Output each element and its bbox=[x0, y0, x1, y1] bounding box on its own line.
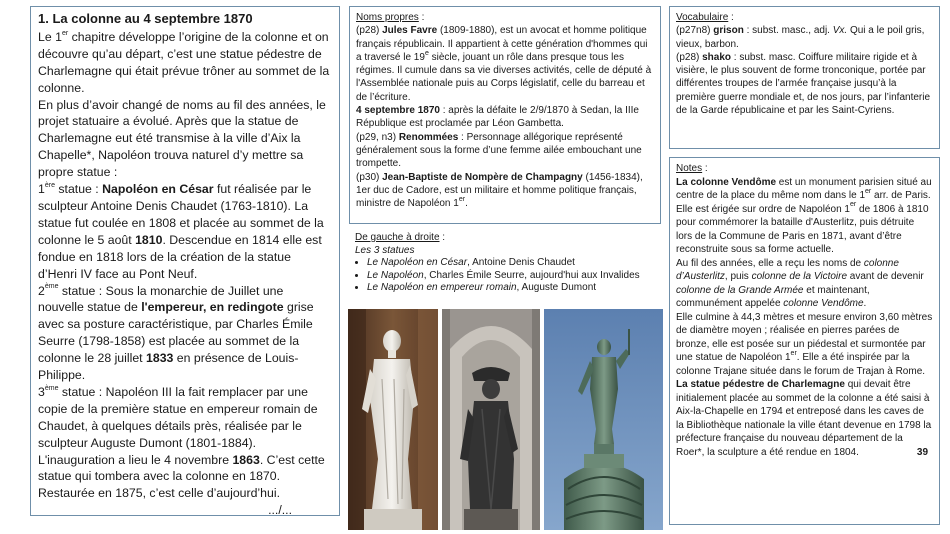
section-title: 1. La colonne au 4 septembre 1870 bbox=[38, 11, 253, 26]
inauguration-text-b: . C’est cette statue qui tombera avec la colonne en 1870. Restaurée en 1875, c’est celle d’aujourd’hui. bbox=[38, 452, 325, 501]
notes-italic: colonne Vendôme bbox=[783, 298, 864, 309]
vocabulary-heading-text: Vocabulaire bbox=[676, 12, 729, 23]
inauguration-paragraph bbox=[38, 452, 332, 503]
main-text-box bbox=[30, 6, 340, 516]
notes-heading-text: Notes bbox=[676, 163, 703, 174]
notes-dimensions-paragraph bbox=[676, 311, 933, 379]
statue-1-sup: ère bbox=[44, 181, 55, 189]
vocabulary-box bbox=[669, 6, 940, 149]
notes-text: arr. de Paris. Elle est érigée sur ordre de Napoléon 1 bbox=[676, 190, 931, 215]
notes-text: de 1806 à 1810 pour commémorer la bataille d'Austerlitz, puis détruite lors de la Commune de Paris en 1871, avant d’être reconstruite sous sa forme actuelle. bbox=[676, 203, 929, 255]
statue-2-name: l'empereur, en redingote bbox=[141, 300, 284, 315]
statue-3-paragraph bbox=[38, 384, 332, 452]
entry-text: (1809-1880), est un avocat et homme politique français républicain. Il appartient à cette génération d'hommes qui a traversé le 19 bbox=[356, 25, 648, 63]
notes-text: et maintenant, communément appelée bbox=[676, 284, 870, 309]
entry-ref: (p28) bbox=[356, 25, 383, 37]
caption-item bbox=[367, 282, 665, 295]
statue-bronze-redingote-icon bbox=[442, 309, 540, 530]
inauguration-year: 1863 bbox=[232, 452, 260, 467]
notes-text: Au fil des années, elle a reçu les noms de bbox=[676, 257, 864, 269]
entry-name: Jean-Baptiste de Nompère de Champagny bbox=[382, 171, 583, 183]
entry-text: : après la défaite le 2/9/1870 à Sedan, la IIIe République est proclamée par Léon Gambetta. bbox=[356, 105, 639, 130]
entry-grison bbox=[676, 24, 933, 51]
entry-jules-favre bbox=[356, 24, 654, 104]
vocabulary-heading bbox=[676, 11, 933, 24]
entry-name: 4 septembre 1870 bbox=[356, 105, 440, 117]
entry-champagny bbox=[356, 171, 654, 211]
caption-item-author: , Charles Émile Seurre, aujourd'hui aux Invalides bbox=[423, 269, 640, 281]
evolution-paragraph: En plus d’avoir changé de noms au fil des années, le projet statuaire a évolué. Après que la statue de Charlemagne eut été transmise à la ville d’Aix la Chapelle*, Napoléon trouva naturel d’y mettre sa propre statue : bbox=[38, 97, 326, 180]
notes-charlemagne-paragraph bbox=[676, 378, 933, 459]
caption-item bbox=[367, 257, 665, 270]
caption-item-title: Le Napoléon bbox=[367, 269, 424, 281]
notes-text: . Elle a été inspirée par la colonne Trajane située dans le forum de Trajan à Rome. bbox=[676, 352, 926, 377]
caption-item-title: Le Napoléon en empereur romain bbox=[367, 282, 517, 294]
entry-ref: (p29, n3) bbox=[356, 131, 399, 143]
entry-sup: er bbox=[458, 195, 466, 203]
notes-italic: colonne d’Austerlitz bbox=[676, 257, 899, 282]
entry-text-b: siècle, jouant un rôle dans presque tous les régimes. Il cumule dans sa vie diverses activités, celle de député à l'Assemblée nationale puis au Corps législatif, celle du barreau et de l’écriture. bbox=[356, 51, 652, 103]
notes-italic: colonne de la Victoire bbox=[751, 271, 848, 282]
entry-text: : Personnage allégorique représenté généralement sous la forme d’une femme ailée embouchant une trompette. bbox=[356, 131, 642, 170]
statue-column-top-roman-icon bbox=[544, 309, 663, 530]
notes-vendome-paragraph bbox=[676, 176, 933, 257]
statue-1-num: 1 bbox=[38, 182, 45, 197]
caption-item-author: , Antoine Denis Chaudet bbox=[467, 257, 575, 269]
entry-abbr: Vx. bbox=[832, 25, 848, 37]
entry-word: grison bbox=[713, 25, 744, 37]
entry-text: : subst. masc. Coiffure militaire rigide et à visière, le plus souvent de forme tronconique, portée par différentes troupes de l’armée française jusqu’à la première guerre mondiale et, de nos jours, par l’infanterie de la Garde républicaine et par les Saint-Cyriens. bbox=[676, 51, 931, 117]
caption-item bbox=[367, 270, 665, 283]
notes-bold-term: La colonne Vendôme bbox=[676, 176, 777, 188]
proper-names-box bbox=[349, 6, 661, 224]
entry-word: shako bbox=[702, 51, 732, 63]
continuation-mark: .../... bbox=[268, 503, 292, 516]
statue-3-num: 3 bbox=[38, 384, 45, 399]
photos-caption bbox=[355, 232, 665, 295]
statue-2-sup: ème bbox=[44, 283, 59, 291]
notes-names-paragraph bbox=[676, 257, 933, 311]
caption-item-author: , Auguste Dumont bbox=[516, 282, 597, 294]
statue-marble-caesar-icon bbox=[348, 309, 438, 530]
entry-text: : subst. masc., adj. bbox=[743, 25, 833, 37]
statue-3-text: statue : Napoléon III la fait remplacer par une copie de la première statue en empereur romain de Chaudet, à quelques détails près, réalisée par le sculpteur Auguste Dumont (1801-1884). bbox=[38, 384, 318, 450]
notes-text: . bbox=[863, 298, 867, 309]
proper-names-heading-text: Noms propres bbox=[356, 12, 419, 23]
caption-subtitle-text: Les 3 statues bbox=[355, 244, 415, 256]
entry-text-b: . bbox=[465, 198, 468, 210]
caption-heading bbox=[355, 232, 665, 245]
notes-sup: er bbox=[865, 187, 872, 195]
notes-text: est un monument parisien situé au centre de la place du même nom dans le 1 bbox=[676, 176, 932, 201]
notes-sup: er bbox=[850, 201, 857, 209]
intro-sup: er bbox=[61, 29, 69, 37]
statue-1-paragraph bbox=[38, 181, 332, 282]
statue-2-num: 2 bbox=[38, 283, 45, 298]
statue-1-text-2: . Descendue en 1814 elle est fondue en 1818 lors de la création de la statue d’Henri IV face au Pont Neuf. bbox=[38, 232, 322, 281]
statue-1-name: Napoléon en César bbox=[102, 182, 214, 197]
entry-renommees bbox=[356, 131, 654, 171]
notes-bold-term: La statue pédestre de Charlemagne bbox=[676, 379, 845, 390]
statue-2-paragraph bbox=[38, 283, 332, 384]
notes-italic: colonne de la Grande Armée bbox=[676, 284, 804, 296]
entry-name: Jules Favre bbox=[382, 25, 438, 37]
entry-name: Renommées bbox=[398, 131, 459, 143]
notes-heading bbox=[676, 162, 933, 176]
entry-sup: e bbox=[424, 49, 429, 57]
notes-sup: er bbox=[790, 349, 797, 357]
statue-3-sup: ème bbox=[44, 384, 59, 392]
entry-ref: (p28) bbox=[676, 51, 703, 63]
caption-item-title: Le Napoléon en César bbox=[367, 257, 468, 269]
entry-4-septembre bbox=[356, 104, 654, 131]
intro-text-a: Le 1 bbox=[38, 29, 62, 44]
statue-1-year: 1810 bbox=[135, 232, 163, 247]
photo-napoleon-empereur-romain bbox=[544, 309, 663, 530]
statue-2-text-2: en présence de Louis-Philippe. bbox=[38, 351, 299, 383]
proper-names-colon: : bbox=[418, 12, 425, 23]
statue-1-label: statue : bbox=[54, 182, 103, 197]
notes-colon: : bbox=[702, 163, 708, 174]
statue-1-text: fut réalisée par le sculpteur Antoine Denis Chaudet (1763-1810). La statue fut coulée en 1808 et placée au sommet de la colonne le 5 août bbox=[38, 182, 324, 247]
statue-2-text: grise avec sa posture caractéristique, par Charles Émile Seurre (1798-1858) est placée au sommet de la colonne le 28 juillet bbox=[38, 300, 314, 366]
entry-ref: (p27n8) bbox=[676, 25, 714, 37]
entry-text: (1456-1834), 1er duc de Cadore, est un militaire et homme politique français, ministre de Napoléon 1 bbox=[356, 171, 643, 210]
entry-text-b: Qui a le poil gris, vieux, barbon. bbox=[676, 25, 925, 50]
entry-ref: (p30) bbox=[356, 171, 383, 183]
notes-text: Elle culmine à 44,3 mètres et mesure environ 3,60 mètres de diamètre moyen ; réalisée en pierres parées de bronze, elle est posée sur un piédestal et surmontée par une statue de Napoléon 1 bbox=[676, 311, 933, 363]
statue-2-label: statue : Sous la monarchie de Juillet une nouvelle statue de bbox=[38, 283, 284, 315]
vocabulary-colon: : bbox=[728, 12, 734, 23]
statue-2-year: 1833 bbox=[146, 351, 174, 366]
caption-subtitle bbox=[355, 245, 665, 258]
notes-text: avant de devenir bbox=[847, 271, 924, 282]
photo-napoleon-cesar bbox=[348, 309, 438, 530]
caption-list bbox=[355, 257, 665, 295]
caption-colon: : bbox=[439, 232, 446, 243]
proper-names-heading bbox=[356, 11, 654, 24]
notes-text: qui devait être initialement placée au sommet de la colonne a été saisi à Aix-la-Chapelle en 1794 et entreposé dans les caves de la Bibliothèque nationale la ville étant devenue en 1798 la préfecture française du nouveau département de la Roer*, la sculpture a été rendue en 1804. bbox=[676, 379, 932, 458]
entry-shako bbox=[676, 51, 933, 117]
intro-text-b: chapitre développe l’origine de la colonne et on découvre qu’au départ, c’est une statue pédestre de Charlemagne qui était prévue trôner au sommet de la colonne. bbox=[38, 29, 330, 95]
caption-heading-text: De gauche à droite bbox=[355, 232, 440, 243]
page-number: 39 bbox=[916, 446, 929, 458]
photo-napoleon-redingote bbox=[442, 309, 540, 530]
intro-paragraph bbox=[38, 29, 332, 97]
inauguration-text-a: L'inauguration a lieu le 4 novembre bbox=[38, 452, 233, 467]
notes-box bbox=[669, 157, 940, 525]
notes-text: , puis bbox=[724, 271, 752, 282]
